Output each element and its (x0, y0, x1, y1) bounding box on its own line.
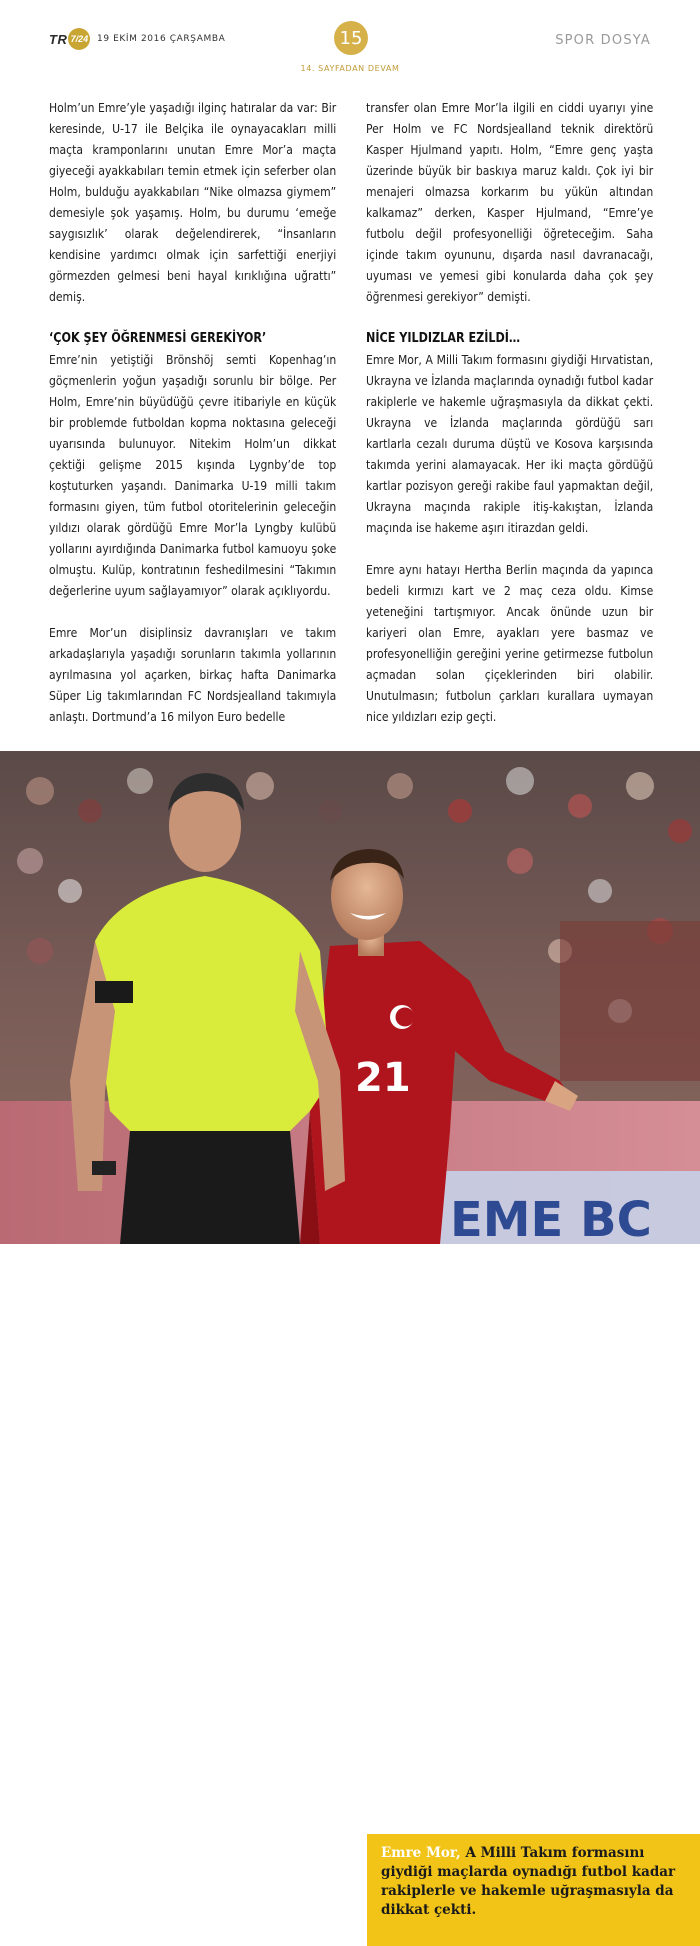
stadium-banner-text: EME BC (450, 1192, 652, 1248)
caption-text: A Milli Takım formasını giydiği maçlarda oynadığı futbol kadar rakiplerle ve hakemle uğraşmasıyla da dikkat çekti. (381, 1845, 676, 1918)
subheading: NİCE YILDIZLAR EZİLDİ… (366, 331, 521, 346)
jersey-number: 21 (355, 1055, 411, 1101)
paragraph: Emre Mor’un disiplinsiz davranışları ve takım arkadaşlarıyla yaşadığı sorunların takımla yollarının ayrılmasına yol açarken, birkaç hafta Danimarka Süper Lig takımlarından FC Nordsjealland takımıyla anlaştı. Dortmund’a 16 milyon Euro bedelle (49, 625, 337, 724)
continued-note: 14. SAYFADAN DEVAM (300, 64, 400, 73)
logo-tr-text: TR (49, 31, 68, 47)
subheading: ‘ÇOK ŞEY ÖĞRENMESİ GEREKİYOR’ (49, 331, 267, 346)
page-header (0, 0, 700, 80)
paragraph: transfer olan Emre Mor’la ilgili en ciddi uyarıyı yine Per Holm ve FC Nordsjealland teknik direktörü Kasper Hjulmand yapıtı. Holm, “Emre genç yaşta üzerinde büyük bir baskıya maruz kaldı. Çok iyi bir menajeri olmazsa korkarım bu yükün altından kalkamaz” derken, Kasper Hjulmand, “Emre’ye futbolu değil profesyonelliği öğreteceğim. Saha içinde takım oyununu, dışarda nasıl davranacağı, uyuması ve yemesi gibi konularda daha çok şey öğrenmesi gerekiyor” demişti. (366, 100, 654, 304)
tr724-logo (49, 28, 90, 50)
section-title: SPOR DOSYA (555, 33, 651, 48)
issue-date: 19 EKİM 2016 ÇARŞAMBA (97, 34, 226, 44)
article-left-column (49, 97, 336, 748)
paragraph: Emre’nin yetiştiği Brönshöj semti Kopenhag’ın göçmenlerin yoğun yaşadığı sorunlu bir bölge. Per Holm, Emre’nin büyüdüğü çevre itibariyle en küçük bir problemde futboldan kopma noktasına geleceği uyarısında bulunuyor. Nitekim Holm’un dikkat çektiği gelişme 2015 kışında Lygnby’de top koştuturken yaşandı. Danimarka U-19 milli takım formasını giyen, tüm futbol otoritelerinin geleceğin yıldızı olarak gördüğü Emre Mor’la Lyngby kulübü yollarını ayırdığında Danimarka futbol kamuoyu şoke olmuştu. Kulüp, kontratının feshedilmesini “Takımın değerlerine uyum sağlayamıyor” olarak açıklıyordu. (49, 352, 337, 598)
logo-badge: 7/24 (68, 28, 90, 50)
article-right-column (366, 97, 653, 748)
caption-name: Emre Mor, (381, 1845, 461, 1861)
photo-caption (367, 1834, 700, 1946)
match-photo (0, 751, 700, 1918)
paragraph: Emre Mor, A Milli Takım formasını giydiği Hırvatistan, Ukrayna ve İzlanda maçlarında oynadığı futbol kadar rakiplerle ve hakemle uğraşmasıyla da dikkat çekti. Ukrayna ve İzlanda maçlarında gördüğü sarı kartlarla cezalı duruma düştü ve Kosova karşısında takımda yerini alamayacak. Her iki maçta gördüğü kartlar pozisyon gereği rakibe faul yapmaktan değil, Ukrayna maçında rakiple itiş-kakıştan, İzlanda maçında ise hakeme aşırı itirazdan geldi. (366, 352, 654, 535)
paragraph: Emre aynı hatayı Hertha Berlin maçında da yapınca bedeli kırmızı kart ve 2 maç ceza oldu. Kimse yeteneğini tartışmıyor. Ancak önünde uzun bir kariyeri olan Emre, ayakları yere basmaz ve profesyonelliğin gereğini yerine getirmezse futbolun açmadan solan çiçeklerinden biri olabilir. Unutulmasın; futbolun çarkları kurallara uymayan nice yıldızları ezip geçti. (366, 562, 654, 724)
page-number: 15 (334, 21, 368, 55)
paragraph: Holm’un Emre’yle yaşadığı ilginç hatıralar da var: Bir keresinde, U-17 ile Belçika ile oynayacakları milli maçta kramponlarını unutan Emre Mor’a maçta giyeceği ayakkabıları temin etmek için seferber olan Holm, bulduğu ayakkabıları “Nike olmazsa giymem” demesiyle şok yaşamış. Holm, bu durumu ‘emeğe saygısızlık’ olarak değelendirerek, “İnsanların kendisine yardımcı olmak için sarfettiği enerjiyi görmezden gelmesi beni hayal kırıklığına uğrattı” demiş. (49, 100, 337, 304)
